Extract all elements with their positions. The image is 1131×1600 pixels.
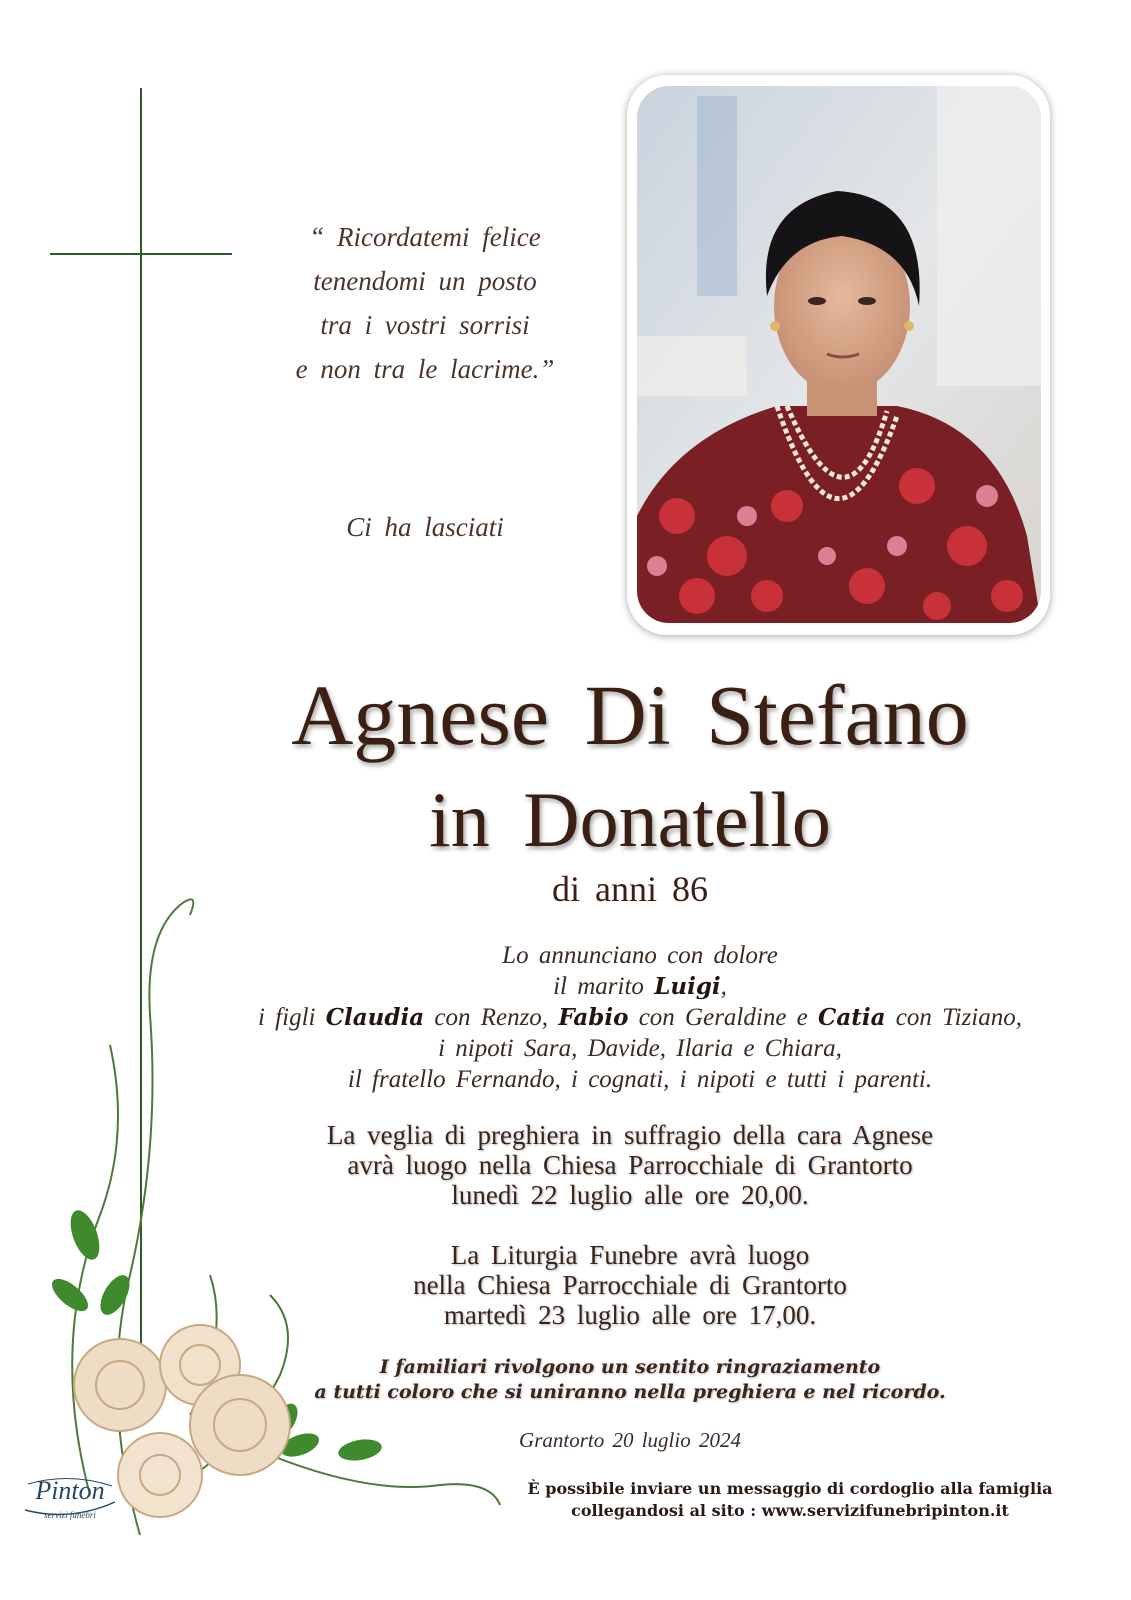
quote-line: tenendomi un posto (313, 266, 537, 296)
announcement-text: con Renzo, (424, 1004, 559, 1031)
intro-text: Ci ha lasciati (346, 512, 504, 542)
vigil-line: avrà luogo nella Chiesa Parrocchiale di Grantorto (347, 1150, 913, 1180)
deceased-married-name: in Donatello (429, 776, 831, 863)
deceased-name: Agnese Di Stefano (291, 667, 969, 763)
announcement-line: Lo annunciano con dolore (502, 942, 778, 969)
announcement-line: il fratello Fernando, i cognati, i nipoti e tutti i parenti. (347, 1066, 933, 1093)
announcement-text: , (720, 973, 727, 1000)
vigil-line: La veglia di preghiera in suffragio della cara Agnese (326, 1120, 934, 1150)
memorial-quote (270, 215, 580, 391)
logo-subtitle: servizi funebri (44, 1510, 96, 1520)
announcement-text: con Tiziano, (885, 1004, 1022, 1031)
website-note (480, 1478, 1100, 1522)
husband-name: Luigi (654, 973, 721, 1000)
funeral-line: martedì 23 luglio alle ore 17,00. (443, 1300, 817, 1330)
thanks-line: a tutti coloro che si uniranno nella preghiera e nel ricordo. (314, 1381, 946, 1403)
child-name: Claudia (325, 1004, 425, 1031)
announcement-text: i figli (257, 1004, 326, 1031)
child-name: Fabio (558, 1004, 629, 1031)
announcement-text: con Geraldine e (628, 1004, 819, 1031)
website-note-line: È possibile inviare un messaggio di cordoglio alla famiglia (527, 1479, 1053, 1498)
quote-line: e non tra le lacrime.” (295, 354, 555, 384)
place-date: Grantorto 20 luglio 2024 (519, 1428, 741, 1452)
child-name: Catia (818, 1004, 886, 1031)
vigil-line: lunedì 22 luglio alle ore 20,00. (451, 1180, 809, 1210)
portrait-photo (637, 86, 1041, 623)
funeral-line: La Liturgia Funebre avrà luogo (450, 1240, 810, 1270)
website-note-line: collegandosi al sito : www.servizifunebripinton.it (571, 1501, 1009, 1520)
rose-decoration (40, 895, 510, 1545)
thanks-line: I familiari rivolgono un sentito ringraziamento (379, 1356, 881, 1378)
logo-name: Pinton (35, 1476, 105, 1505)
quote-line: tra i vostri sorrisi (320, 310, 530, 340)
deceased-age: di anni 86 (552, 869, 708, 909)
announcement-line: i nipoti Sara, Davide, Ilaria e Chiara, (438, 1035, 842, 1062)
funeral-line: nella Chiesa Parrocchiale di Grantorto (413, 1270, 847, 1300)
quote-line: “ Ricordatemi felice (309, 222, 541, 252)
cross-horizontal-line (50, 253, 232, 255)
announcement-text: il marito (553, 973, 655, 1000)
